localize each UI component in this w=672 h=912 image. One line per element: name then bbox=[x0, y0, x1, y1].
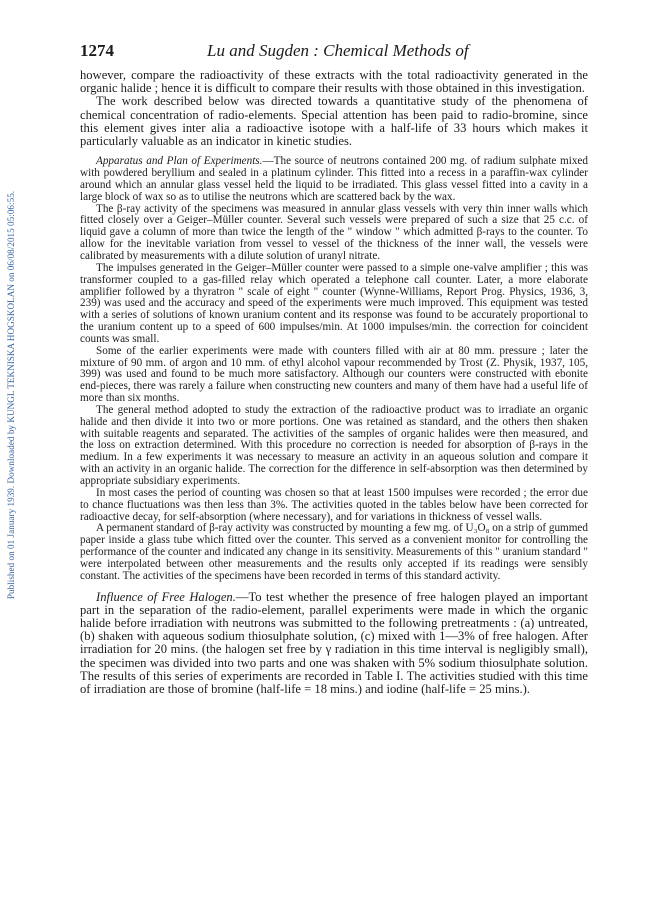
paragraph-amplifier: The impulses generated in the Geiger–Müller counter were passed to a simple one-valve amplifier ; this was transformer coupled to a gas-filled relay which operated a telephone call counter. Later, a more elaborate amplifier followed by a thyratron " scale of eight " counter (Wynne-Williams, Report Prog. Physics, 1936, 3, 239) was used and the accuracy and speed of the experiments were much improved. This equipment was tested with a series of solutions of known uranium content and its response was found to be accurately proportional to the uranium content up to a speed of 600 impulses/min. At 1000 impulses/min. the correction for coincident counts was small. bbox=[80, 261, 588, 345]
section-heading-apparatus: Apparatus and Plan of Experiments. bbox=[96, 155, 263, 168]
paragraph-counters: Some of the earlier experiments were made with counters filled with air at 80 mm. pressure ; later the mixture of 90 mm. of argon and 10 mm. of ethyl alcohol vapour recommended by Trost (Z. Physik, 1937, 105, 399) was used and found to be much more satisfactory. Although our counters were constructed with ebonite end-pieces, there was rarely a failure when constructing new counters and many of them have had a useful life of more than six months. bbox=[80, 344, 588, 405]
paragraph-free-halogen bbox=[80, 591, 588, 697]
small-type-section bbox=[80, 156, 588, 582]
paragraph-scope: The work described below was directed towards a quantitative study of the phenomena of chemical concentration of radio-elements. Special attention has been paid to radio-bromine, since this element gives inter alia a radioactive isotope with a half-life of 33 hours which makes it particularly valuable as an indicator in kinetic studies. bbox=[80, 94, 588, 149]
paragraph-apparatus bbox=[80, 156, 588, 203]
paragraph-continuation: however, compare the radioactivity of these extracts with the total radioactivity generated in the organic halide ; hence it is difficult to compare their results with those obtained in this investigation. bbox=[80, 68, 588, 96]
paragraph-beta-activity: The β-ray activity of the specimens was measured in annular glass vessels with very thin inner walls which fitted closely over a Geiger–Müller counter. Several such vessels were prepared of such a size that 25 c.c. of liquid gave a column of more than twice the length of the " window " which admitted β-rays to the counter. To allow for the inevitable variation from vessel to vessel of the thickness of the inner wall, the vessels were calibrated by measurements with a dilute solution of uranyl nitrate. bbox=[80, 202, 588, 262]
paragraph-counting-period: In most cases the period of counting was chosen so that at least 1500 impulses were recorded ; the error due to chance fluctuations was then less than 3%. The activities quoted in the tables below have been corrected for radioactive decay, for self-absorption (where necessary), and for variations in thickness of vessel walls. bbox=[80, 486, 588, 523]
section-heading-free-halogen: Influence of Free Halogen. bbox=[96, 589, 236, 604]
paragraph-standard: A permanent standard of β-ray activity was constructed by mounting a few mg. of U₃O₈ on a strip of gummed paper inside a glass tube which fitted over the counter. This served as a convenient monitor for controlling the performance of the counter and indicated any change in its sensitivity. Measurements of this " uranium standard " were interpolated between other measurements and the results only accepted if its readings were sensibly constant. The activities of the specimens have been recorded in terms of this standard activity. bbox=[80, 522, 588, 582]
download-notice: Published on 01 January 1939. Downloaded by KUNGL TEKNISKA HOGSKOLAN on 06/08/2015 05:06:55. bbox=[6, 190, 16, 600]
page-header bbox=[80, 40, 588, 64]
running-head: Lu and Sugden : Chemical Methods of bbox=[207, 41, 469, 60]
large-type-section-halogen bbox=[80, 591, 588, 697]
article-body bbox=[80, 69, 588, 696]
large-type-section bbox=[80, 69, 588, 148]
publication-watermark bbox=[4, 100, 18, 690]
paragraph-free-halogen-text: —To test whether the presence of free halogen played an important part in the separation of the radio-element, parallel experiments were made in which the organic halide before irradiation with neutrons was submitted to the following pretreatments : (a) untreated, (b) shaken with aqueous sodium thiosulphate solution, (c) mixed with 1—3% of free halogen. After irradiation for 20 mins. (the halogen set free by γ radiation in this time interval is negligibly small), the specimen was divided into two parts and one was shaken with 5% sodium thiosulphate solution. The results of this series of experiments are recorded in Table I. The activities studied with this time of irradiation are those of bromine (half-life = 18 mins.) and iodine (half-life = 25 mins.). bbox=[80, 589, 588, 697]
paragraph-method: The general method adopted to study the extraction of the radioactive product was to irradiate an organic halide and then divide it into two or more portions. One was retained as standard, and the others then shaken with suitable reagents and separated. The activities of the samples of organic halides were then measured, and the loss on extraction determined. With this procedure no correction is needed for absorption of β-rays in the medium. In a few experiments it was necessary to measure an activity in an aqueous solution and compare it with an activity in an organic halide. The correction for the difference in self-absorption was then determined by appropriate subsidiary experiments. bbox=[80, 403, 588, 487]
paragraph-apparatus-text: —The source of neutrons contained 200 mg. of radium sulphate mixed with powdered beryllium and sealed in a platinum cylinder. This fitted into a recess in a paraffin-wax cylinder around which an annular glass vessel held the liquid to be irradiated. This glass vessel fitted into a cavity in a large block of wax so as to utilise the neutrons which are scattered back by the wax. bbox=[80, 155, 588, 203]
page-number: 1274 bbox=[80, 41, 114, 60]
